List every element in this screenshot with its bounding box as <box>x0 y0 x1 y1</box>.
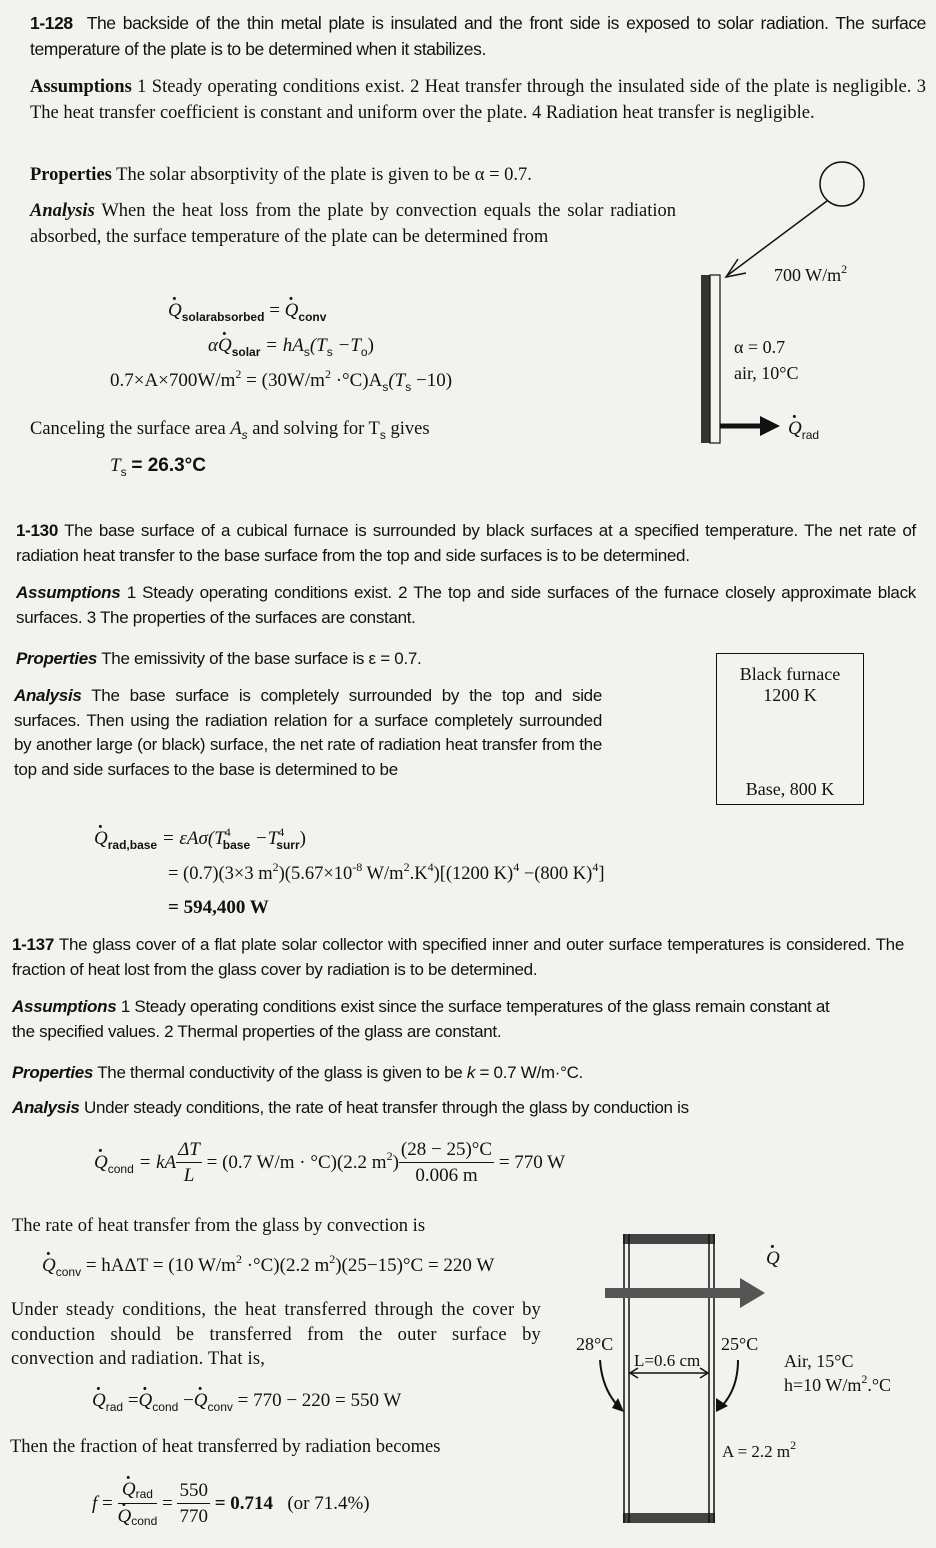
eq-text: = <box>102 1492 113 1514</box>
q-symbol: . Q <box>118 1504 132 1530</box>
eq-text: = 770 − 220 = 550 W <box>237 1390 402 1411</box>
superscript: -8 <box>352 860 363 874</box>
t-symbol: T <box>110 455 121 476</box>
problem-128-statement <box>30 10 926 62</box>
q-symbol: . Q <box>285 300 299 322</box>
eq-text: (T <box>309 335 327 356</box>
equation-absorbed-convection <box>208 335 374 357</box>
properties-label: Properties <box>30 165 112 185</box>
q-symbol: . Q <box>42 1255 56 1277</box>
eq-text: = (0.7 W/m · °C)(2.2 m <box>206 1151 387 1173</box>
subscript: solar <box>231 345 261 359</box>
alpha-label: α = 0.7 <box>734 337 786 357</box>
equation-conduction <box>94 1138 565 1189</box>
fraction <box>177 1479 210 1530</box>
furnace-top-temp: 1200 K <box>763 685 817 705</box>
superscript: 2 <box>861 1372 868 1386</box>
statement-text: The backside of the thin metal plate is insulated and the front side is exposed to solar radiation. The surface temperature of the plate is to be determined when it stabilizes. <box>30 13 927 59</box>
equation-convection <box>42 1252 495 1279</box>
text: h=10 W/m <box>784 1375 862 1395</box>
qrad-label <box>788 418 819 440</box>
subscript: cond <box>107 1161 134 1176</box>
equation-substitution <box>168 860 605 885</box>
eq-text: = <box>162 1492 173 1514</box>
k-symbol: k <box>466 1063 476 1082</box>
equation-radiation-relation <box>94 825 306 852</box>
eq-text: (T <box>388 370 406 391</box>
assumptions-text: 1 Steady operating conditions exist. 2 Heat transfer through the insulated side of the plate is negligible. 3 The heat transfer coefficient is constant and uniform over the plate. 4 Radiation heat transfer is negligible. <box>30 77 927 123</box>
superscript: 2 <box>386 1148 393 1163</box>
thickness-label <box>634 1351 700 1371</box>
analysis-text: When the heat loss from the plate by convection equals the solar radiation absorbed, the surface temperature of the plate can be determined from <box>30 201 676 247</box>
q-symbol: . Q <box>168 300 182 322</box>
superscript: 4 <box>592 860 599 874</box>
statement-text: The base surface of a cubical furnace is surrounded by black surfaces at a specified temperature. The net rate of radiation heat transfer to the base surface from the top and side surfaces is to be determined. <box>16 521 916 565</box>
assumptions-label: Assumptions <box>30 77 132 97</box>
eq-text: = εAσ(T <box>161 828 225 849</box>
q-symbol: . Q <box>94 828 108 850</box>
properties-label: Properties <box>16 649 98 668</box>
analysis-text: The base surface is completely surrounded by the top and side surfaces. Then using the radiation relation for a surface completely surrounded by another large (or black) surface, the net rate of radiation heat transfer from the top and side surfaces to the base is determined to be <box>14 686 602 779</box>
problem-130-assumptions <box>16 580 916 630</box>
assumptions-label: Assumptions <box>12 997 117 1016</box>
eq-text: ) <box>367 335 374 356</box>
numerator: 550 <box>177 1479 210 1504</box>
text: = 0.7 W/m·°C. <box>475 1063 583 1082</box>
eq-text: ] <box>598 864 605 884</box>
sun-icon <box>820 162 864 206</box>
superscript: 2 <box>403 860 410 874</box>
problem-number: 1-128 <box>30 13 73 33</box>
problem-128-properties <box>30 162 680 188</box>
subscript: s <box>405 380 412 394</box>
problem-137-assumptions <box>12 994 842 1044</box>
eq-text: ) <box>392 1151 399 1173</box>
analysis-label: Analysis <box>12 1098 80 1117</box>
eq-text: )(25−15)°C = 220 W <box>335 1255 495 1276</box>
f-symbol: f <box>92 1492 98 1514</box>
radiation-arrow <box>728 201 827 275</box>
superscript: 2 <box>235 1252 242 1266</box>
text: gives <box>385 419 430 439</box>
furnace-title: Black furnace <box>739 664 841 684</box>
text: Canceling the surface area <box>30 419 231 439</box>
subscript: solarabsorbed <box>181 310 265 324</box>
eq-text: = 770 W <box>498 1151 566 1173</box>
heat-flow-arrow-head <box>740 1278 765 1308</box>
q-symbol: . Q <box>122 1478 136 1502</box>
eq-text: −T <box>250 828 279 849</box>
analysis-label: Analysis <box>30 201 95 221</box>
properties-text: The emissivity of the base surface is ε = 0.7. <box>101 649 422 668</box>
problem-128-analysis <box>30 198 676 250</box>
eq-text: − <box>183 1390 194 1411</box>
problem-128-cancel-text <box>30 416 630 443</box>
metal-plate <box>710 275 720 443</box>
eq-text: ) <box>299 828 306 849</box>
qrad-arrow-head <box>760 416 780 436</box>
subscript: s <box>326 345 333 359</box>
eq-text: = <box>127 1390 139 1411</box>
alpha-symbol: α <box>208 335 218 356</box>
subscript: surr <box>276 838 300 852</box>
bottom-frame <box>623 1513 715 1523</box>
a-symbol: A <box>230 419 242 439</box>
inner-temp-label: 28°C <box>576 1334 614 1354</box>
q-symbol: . Q <box>92 1390 106 1412</box>
equation-fraction <box>92 1478 370 1531</box>
q-symbol: . Q <box>139 1390 153 1412</box>
result-value: = 0.714 <box>214 1492 274 1514</box>
eq-text: −T <box>332 335 361 356</box>
statement-text: The glass cover of a flat plate solar collector with specified inner and outer surface temperatures is considered. The fraction of heat lost from the glass cover by radiation is to be determined. <box>12 935 904 979</box>
superscript: 4 <box>427 860 434 874</box>
superscript: 2 <box>329 1252 336 1266</box>
result-value: = 26.3°C <box>131 455 207 476</box>
properties-text: The solar absorptivity of the plate is given to be α = 0.7. <box>116 165 532 185</box>
fraction <box>399 1138 494 1189</box>
heat-flow-label <box>766 1248 780 1270</box>
problem-137-analysis <box>12 1095 812 1121</box>
irradiance-label <box>774 262 848 286</box>
numerator: ΔT <box>176 1138 202 1163</box>
denominator: 770 <box>179 1506 208 1527</box>
superscript: 2 <box>324 367 331 381</box>
denominator: L <box>183 1165 195 1186</box>
subscript: base <box>222 838 251 852</box>
problem-128-assumptions <box>30 74 926 126</box>
superscript: 4 <box>224 825 231 839</box>
problem-137-statement <box>12 932 904 982</box>
eq-text: )(5.67×10 <box>278 864 353 884</box>
properties-label: Properties <box>12 1063 94 1082</box>
problem-128-result <box>110 455 206 477</box>
h-label <box>784 1372 892 1396</box>
superscript: 4 <box>278 825 285 839</box>
text: The thermal conductivity of the glass is given to be <box>97 1063 467 1082</box>
subscript: rad <box>135 1487 153 1501</box>
equation-numeric <box>110 367 453 394</box>
denominator: 0.006 m <box>415 1165 478 1186</box>
text: 700 W/m <box>774 265 842 285</box>
eq-text: = (30W/m <box>246 370 325 391</box>
eq-text: −10) <box>411 370 453 391</box>
steady-conditions-text: Under steady conditions, the heat transferred through the cover by conduction should be transferred from the outer surface by convection and radiation. That is, <box>11 1300 541 1369</box>
air-label: air, 10°C <box>734 363 799 383</box>
glass-cover-figure <box>590 1230 790 1530</box>
problem-137-properties <box>12 1060 812 1086</box>
eq-text: −(800 K) <box>519 864 593 884</box>
q-symbol: . Q <box>194 1390 208 1412</box>
superscript: 4 <box>513 860 520 874</box>
furnace-figure <box>716 653 864 805</box>
air-label: Air, 15°C <box>784 1351 854 1371</box>
subscript: s <box>120 465 127 479</box>
text: A = 2.2 m <box>722 1442 791 1461</box>
text: L=0.6 cm <box>634 1351 701 1370</box>
superscript: 2 <box>235 367 242 381</box>
superscript: 2 <box>841 262 848 276</box>
furnace-base-label: Base, 800 K <box>745 779 835 799</box>
superscript: 2 <box>272 860 279 874</box>
heat-flow-arrow-shaft <box>605 1288 745 1298</box>
eq-text: = kA <box>138 1151 177 1173</box>
q-symbol: . Q <box>218 335 232 357</box>
problem-number: 1-130 <box>16 521 58 540</box>
assumptions-text: 1 Steady operating conditions exist. 2 The top and side surfaces of the furnace closely approximate black surfaces. 3 The properties of the surfaces are constant. <box>16 583 916 627</box>
problem-130-result: = 594,400 W <box>168 897 269 918</box>
percent-value: (or 71.4%) <box>287 1492 370 1514</box>
eq-text: W/m <box>362 864 404 884</box>
subscript: s <box>382 380 389 394</box>
subscript: s <box>379 428 386 442</box>
fraction <box>176 1138 202 1189</box>
solar-plate-figure <box>690 155 880 450</box>
text: and solving for T <box>247 419 380 439</box>
problem-130-analysis <box>14 684 602 782</box>
assumptions-label: Assumptions <box>16 583 121 602</box>
assumptions-text: 1 Steady operating conditions exist since the surface temperatures of the glass remain constant at the specified values. 2 Thermal properties of the glass are constant. <box>12 997 830 1041</box>
eq-text: = hAΔT = (10 W/m <box>85 1255 236 1276</box>
q-symbol: . Q <box>766 1248 780 1270</box>
equation-radiation <box>92 1390 401 1412</box>
eq-text: = hA <box>265 335 304 356</box>
eq-text: .K <box>409 864 428 884</box>
convection-intro: The rate of heat transfer from the glass by convection is <box>12 1216 426 1236</box>
outer-temp-label: 25°C <box>721 1334 759 1354</box>
subscript: s <box>303 345 310 359</box>
equation-energy-balance: . $Q_{solarabsorbed}$ = . $Q_{conv}$ <box>168 300 326 322</box>
subscript: conv <box>55 1265 82 1279</box>
numerator: (28 − 25)°C <box>399 1138 494 1163</box>
problem-130-statement <box>16 518 916 568</box>
text: .°C <box>867 1375 892 1395</box>
area-label <box>722 1438 797 1462</box>
fraction-intro: Then the fraction of heat transferred by radiation becomes <box>10 1437 441 1457</box>
eq-text: ·°C)A <box>330 370 383 391</box>
subscript: conv <box>207 1400 233 1414</box>
fraction <box>118 1478 158 1531</box>
top-frame <box>623 1234 715 1244</box>
eq-text: = (0.7)(3×3 m <box>168 864 273 884</box>
q-symbol: . Q <box>94 1152 108 1174</box>
subscript: cond <box>131 1514 158 1528</box>
q-symbol: . Q <box>788 418 802 440</box>
eq-text: 0.7×A×700W/m <box>110 370 236 391</box>
analysis-text: Under steady conditions, the rate of heat transfer through the glass by conduction is <box>83 1098 689 1117</box>
analysis-label: Analysis <box>14 686 82 705</box>
subscript: cond <box>152 1400 179 1414</box>
eq-text: ·°C)(2.2 m <box>241 1255 330 1276</box>
problem-number: 1-137 <box>12 935 54 954</box>
outer-temp-arrow <box>720 1360 738 1408</box>
subscript: rad,base <box>107 838 158 852</box>
subscript: conv <box>298 310 327 324</box>
subscript: o <box>360 345 368 359</box>
subscript: rad <box>801 428 820 442</box>
eq-text: )[(1200 K) <box>433 864 514 884</box>
subscript: s <box>241 428 248 442</box>
superscript: 2 <box>790 1438 797 1452</box>
subscript: rad <box>105 1400 124 1414</box>
problem-130-properties <box>16 646 616 672</box>
